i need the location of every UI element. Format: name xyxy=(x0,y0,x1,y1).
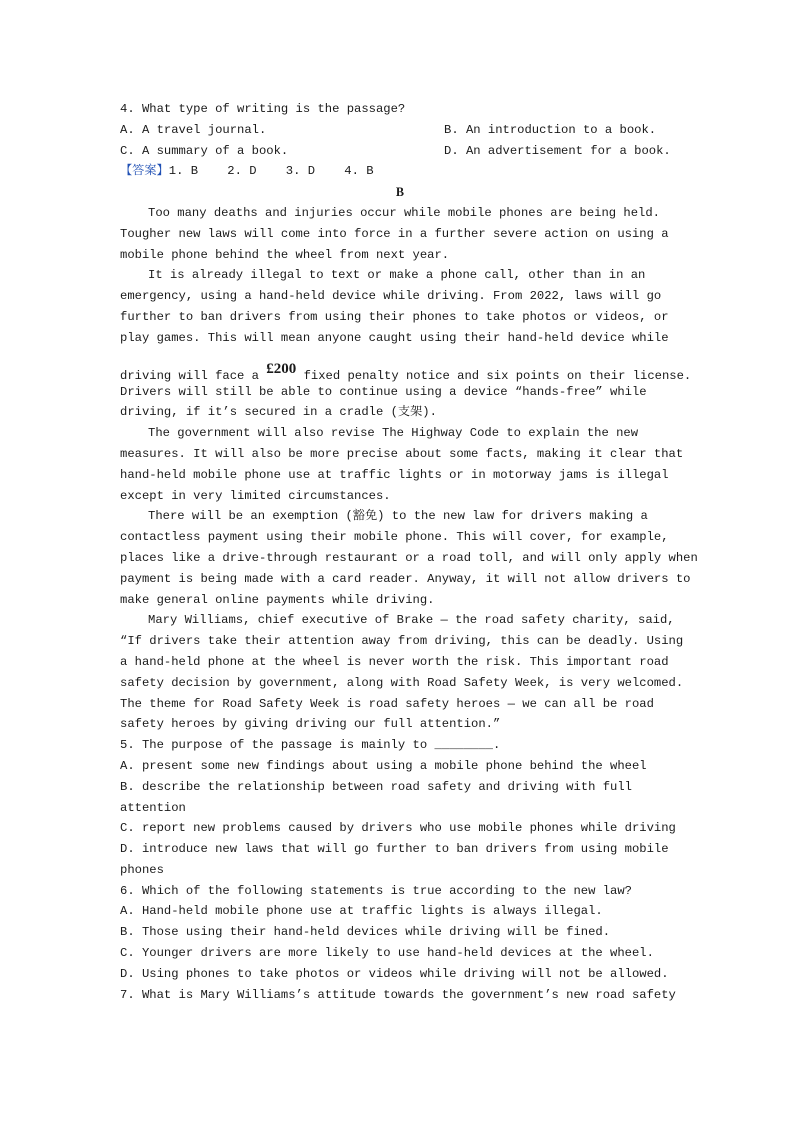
penalty-text-after: fixed penalty notice and six points on their license. xyxy=(296,368,692,383)
q4-option-d: D. An advertisement for a book. xyxy=(444,143,671,158)
q4-stem: 4. What type of writing is the passage? xyxy=(120,102,406,116)
passage-line: There will be an exemption (豁免) to the new law for drivers making a xyxy=(148,509,648,524)
passage-line: Mary Williams, chief executive of Brake — the road safety charity, said, xyxy=(148,613,675,628)
passage-line: except in very limited circumstances. xyxy=(120,488,391,503)
q5-option-line: A. present some new findings about using a mobile phone behind the wheel xyxy=(120,758,647,773)
passage-line: further to ban drivers from using their phones to take photos or videos, or xyxy=(120,309,669,324)
passage-line: Too many deaths and injuries occur while mobile phones are being held. xyxy=(148,205,660,220)
passage-line: The government will also revise The Highway Code to explain the new xyxy=(148,426,639,441)
q6-option-a: A. Hand-held mobile phone use at traffic lights is always illegal. xyxy=(120,904,603,919)
section-title: B xyxy=(395,185,405,200)
passage-line: The theme for Road Safety Week is road safety heroes — we can all be road xyxy=(120,696,654,711)
q5-option-line: attention xyxy=(120,800,186,815)
passage-line: safety heroes by giving driving our full attention.” xyxy=(120,717,501,732)
passage-line: hand-held mobile phone use at traffic lights or in motorway jams is illegal xyxy=(120,467,669,482)
q5-option-line: D. introduce new laws that will go further to ban drivers from using mobile xyxy=(120,842,669,857)
q6-option-c: C. Younger drivers are more likely to use hand-held devices at the wheel. xyxy=(120,946,654,961)
q6-stem: 6. Which of the following statements is true according to the new law? xyxy=(120,883,632,898)
q4-options-row-1 xyxy=(120,120,680,141)
passage-line: play games. This will mean anyone caught using their hand-held device while xyxy=(120,330,669,345)
passage-line: a hand-held phone at the wheel is never worth the risk. This important road xyxy=(120,654,669,669)
q6-option-d: D. Using phones to take photos or videos while driving will not be allowed. xyxy=(120,966,669,981)
q6-option-b: B. Those using their hand-held devices while driving will be fined. xyxy=(120,925,611,940)
passage-line: mobile phone behind the wheel from next year. xyxy=(120,247,450,262)
document-page xyxy=(120,99,698,1005)
q5-option-line: C. report new problems caused by drivers who use mobile phones while driving xyxy=(120,821,676,836)
answer-tag: 【答案】 xyxy=(120,164,169,179)
passage-line: “If drivers take their attention away from driving, this can be deadly. Using xyxy=(120,634,684,649)
passage-line: driving, if it’s secured in a cradle (支架). xyxy=(120,405,437,420)
passage-line: safety decision by government, along with Road Safety Week, is very welcomed. xyxy=(120,675,684,690)
passage xyxy=(120,203,698,735)
q4-option-b: B. An introduction to a book. xyxy=(444,122,657,137)
answer-line xyxy=(120,161,680,182)
q4-option-c: C. A summary of a book. xyxy=(120,143,289,158)
q4-option-a: A. A travel journal. xyxy=(120,122,267,137)
q7-stem: 7. What is Mary Williams’s attitude towards the government’s new road safety xyxy=(120,987,676,1002)
passage-line: Drivers will still be able to continue using a device “hands-free” while xyxy=(120,384,647,399)
passage-line: measures. It will also be more precise about some facts, making it clear that xyxy=(120,446,684,461)
passage-line: make general online payments while driving. xyxy=(120,592,435,607)
q5-option-line: phones xyxy=(120,862,164,877)
passage-line: emergency, using a hand-held device while driving. From 2022, laws will go xyxy=(120,289,662,304)
passage-line: payment is being made with a card reader. Anyway, it will not allow drivers to xyxy=(120,571,691,586)
passage-line: places like a drive-through restaurant or a road toll, and will only apply when xyxy=(120,550,698,565)
q4-options-row-2 xyxy=(120,141,680,162)
passage-line: It is already illegal to text or make a phone call, other than in an xyxy=(148,268,646,283)
penalty-amount: £200 xyxy=(266,360,297,377)
q5-stem: 5. The purpose of the passage is mainly to ________. xyxy=(120,738,501,753)
penalty-line xyxy=(120,349,692,383)
answer-text: 1. B 2. D 3. D 4. B xyxy=(168,164,374,179)
q5-option-line: B. describe the relationship between road safety and driving with full xyxy=(120,779,632,794)
passage-line: Tougher new laws will come into force in a further severe action on using a xyxy=(120,226,669,241)
passage-line: contactless payment using their mobile phone. This will cover, for example, xyxy=(120,530,669,545)
penalty-text-before: driving will face a xyxy=(120,368,267,383)
